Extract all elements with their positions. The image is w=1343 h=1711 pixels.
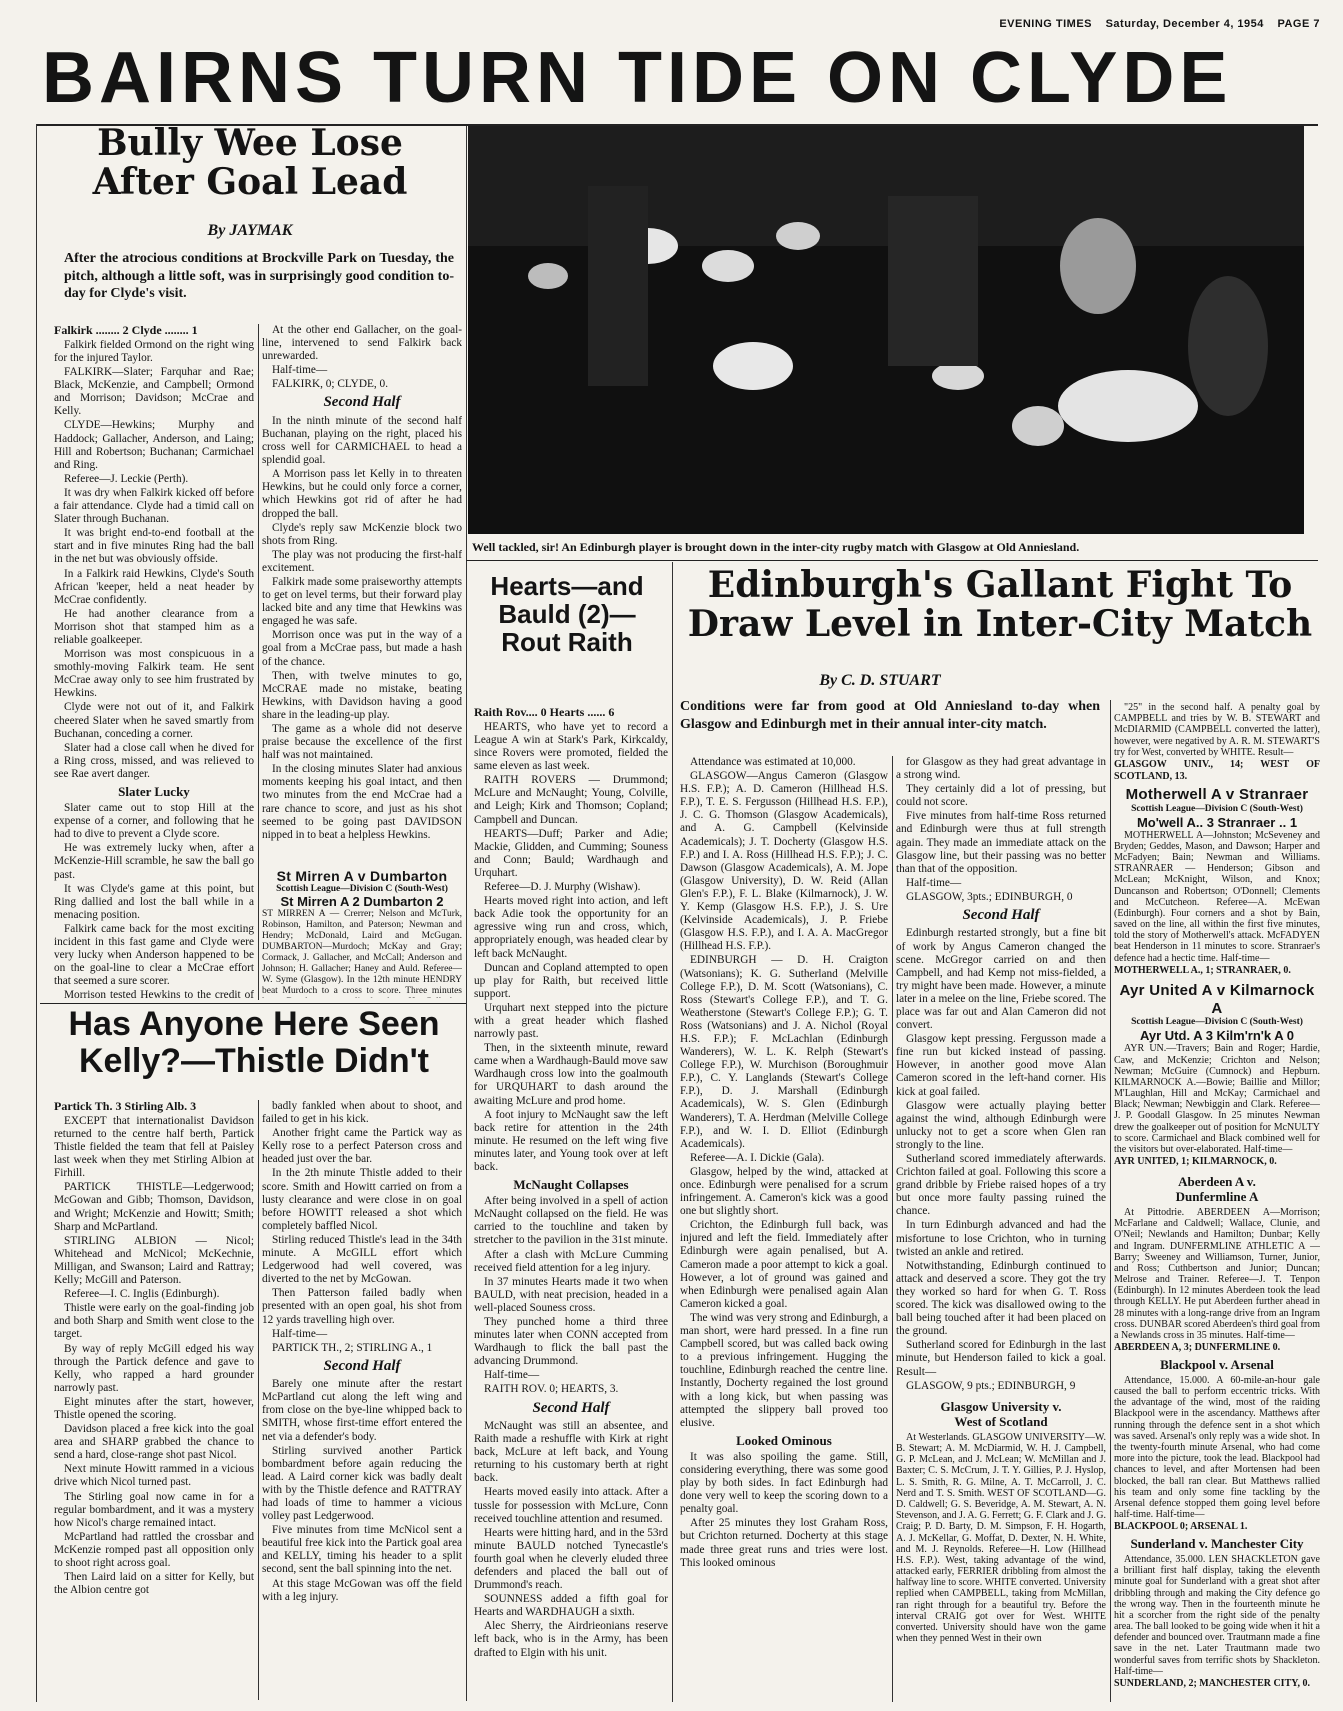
paragraph: Urquhart next stepped into the picture with a great header which flashed narrowly past. bbox=[474, 1001, 668, 1041]
hearts-text-1 bbox=[474, 721, 668, 1174]
paragraph: Edinburgh restarted strongly, but a fine bit of work by Angus Cameron changed the scene. McGregor carried on and then Campbell, and had Kemp not miss-fielded, a try might have been made. However, a minute later in a melee on the line, Friebe scored. The place was far out and Alan Cameron did not convert. bbox=[896, 927, 1106, 1032]
paragraph: Falkirk fielded Ormond on the right wing for the injured Taylor. bbox=[54, 338, 254, 364]
paragraph: RAITH ROVERS — Drummond; McLure and McNaught; Young, Colville, and Leigh; Kirk and Thomson; Copland; Campbell and Duncan. bbox=[474, 774, 668, 826]
edinburgh-sub-second-half: Second Half bbox=[962, 907, 1040, 924]
kelly-score: Partick Th. 3 Stirling Alb. 3 bbox=[54, 1100, 197, 1113]
motherwell-division: Scottish League—Division C (South-West) bbox=[1131, 803, 1303, 814]
paragraph: HEARTS—Duff; Parker and Adie; Mackie, Glidden, and Cumming; Souness and Conn; Bauld; Wardhaugh and Urquhart. bbox=[474, 827, 668, 879]
paragraph: FALKIRK, 0; CLYDE, 0. bbox=[272, 378, 389, 391]
paragraph: It was also spoiling the game. Still, considering everything, there was some good play by both sides. In fact Edinburgh had done very well to keep the scoring down to a penalty goal. bbox=[680, 1450, 888, 1516]
paragraph: Thistle were early on the goal-finding job and both Sharp and Smith went close to the target. bbox=[54, 1302, 254, 1341]
clyde-lead: After the atrocious conditions at Brockville Park on Tuesday, the pitch, although a little soft, was in surprisingly good condition to-day for Clyde's visit. bbox=[64, 251, 454, 301]
ayr-division: Scottish League—Division C (South-West) bbox=[1131, 1017, 1303, 1028]
paragraph: Eight minutes after the start, however, Thistle opened the scoring. bbox=[54, 1395, 254, 1421]
paragraph: Sutherland scored for Edinburgh in the last minute, but Henderson failed to kick a goal. Result— bbox=[896, 1339, 1106, 1378]
paragraph: Referee—A. I. Dickie (Gala). bbox=[690, 1151, 825, 1164]
kelly-column-1 bbox=[54, 1100, 254, 1700]
paragraph: By way of reply McGill edged his way through the Partick defence and gave to Kelly, who rapped a hard grounder narrowly past. bbox=[54, 1342, 254, 1394]
stmirren-text: ST MIRREN A — Crerrer; Nelson and McTurk, Robinson, Hamilton, and Paterson; Newman and Hendry; McDonald, Laird and McGugan. DUMBARTON—Murdoch; McKay and Gray; Cormack, J. Gallacher, and McCall; Anderson and Johnson; H. Gallacher; Haney and Auld. Referee—W. Syme (Glasgow). In the 12th minute HENDRY beat Murdoch to a cross to score. Three minutes bbox=[262, 909, 462, 997]
motherwell-heading: Motherwell A v Stranraer bbox=[1125, 786, 1309, 804]
paragraph: Half-time— bbox=[272, 364, 328, 377]
hearts-score: Raith Rov.... 0 Hearts ...... 6 bbox=[474, 706, 615, 719]
paragraph: McNaught was still an absentee, and Raith made a reshuffle with Kirk at right back, McLure at left back, and Young returning to his customary berth at right back. bbox=[474, 1419, 668, 1485]
ayr-halftime: AYR UNITED, 1; KILMARNOCK, 0. bbox=[1114, 1156, 1277, 1168]
paragraph: It was Clyde's game at this point, but Ring dallied and lost the ball while in a menacing position. bbox=[54, 882, 254, 921]
paragraph: Another fright came the Partick way as Kelly rose to a perfect Paterson cross and headed just over the bar. bbox=[262, 1127, 462, 1166]
paragraph: Stirling reduced Thistle's lead in the 34th minute. A McGILL effort which Ledgerwood had well covered, was diverted to the net by McGowan. bbox=[262, 1233, 462, 1286]
paper-name: EVENING TIMES bbox=[999, 18, 1093, 30]
paragraph: Glasgow, helped by the wind, attacked at once. Edinburgh were penalised for a scrum infringement. A. Cameron's kick was a good one but slightly short. bbox=[680, 1165, 888, 1218]
univ-end-text: "25" in the second half. A penalty goal by CAMPBELL and tries by W. B. STEWART and McDIARMID (CAMPBELL converted the latter), however, were negatived by A. R. M. STEWART'S try for West, converted by WHITE. Result— bbox=[1114, 702, 1320, 758]
paragraph: Morrison was most conspicuous in a smothly-moving Falkirk team. He sent McCrae away only to see him frustrated by Hewkins. bbox=[54, 648, 254, 700]
paragraph: Slater had a close call when he dived for a Ring cross, missed, and was relieved to see Rae avert danger. bbox=[54, 741, 254, 780]
ayr-text: AYR UN.—Travers; Bain and Roger; Hardie, Caw, and McKenzie; Crichton and Nelson; Newman; McGuire (Cumnock) and Hepburn. KILMARNOCK A.—Bowie; Baillie and Millor; M'Laughlan, Hill and McKay; Carmichael and Black; Newman; Newbiggin and Clark. Referee—J. P. Goodall Glasgow. In 25 minutes Newman drew the goalkeeper out of position for McNULTY to score. Carmichael and Black combined well for the visitors but over-elaborated. Half-time— bbox=[1114, 1043, 1320, 1156]
kelly-col2-text bbox=[262, 1100, 462, 1355]
banner-headline: BAIRNS TURN TIDE ON CLYDE bbox=[42, 38, 1233, 118]
paragraph: Referee—I. C. Inglis (Edinburgh). bbox=[64, 1288, 220, 1301]
univ-heading: Glasgow University v. West of Scotland bbox=[940, 1398, 1062, 1429]
paragraph: Then Laird laid on a sitter for Kelly, but the Albion centre got bbox=[54, 1571, 254, 1597]
paragraph: Barely one minute after the restart McPartland cut along the left wing and from close on the bye-line whipped back to SMITH, whose first-time effort entered the net via a defender's body. bbox=[262, 1378, 462, 1443]
hearts-column bbox=[474, 706, 668, 1700]
blackpool-heading: Blackpool v. Arsenal bbox=[1160, 1356, 1274, 1372]
clyde-sub-second-half: Second Half bbox=[323, 394, 401, 411]
sunderland-halftime: SUNDERLAND, 2; MANCHESTER CITY, 0. bbox=[1114, 1678, 1311, 1690]
paragraph: Clyde's reply saw McKenzie block two shots from Ring. bbox=[262, 521, 462, 547]
paragraph: Clyde were not out of it, and Falkirk cheered Slater when he saved smartly from Buchanan, conceding a corner. bbox=[54, 701, 254, 740]
paragraph: EXCEPT that internationalist Davidson returned to the centre half berth, Partick Thistle fielded the team that fell at Paisley last week when they met Stirling Albion at Firhill. bbox=[54, 1114, 254, 1180]
paragraph: Falkirk made some praiseworthy attempts to get on level terms, but their forward play lacked bite and any time that Hewkins was engaged he was safe. bbox=[262, 575, 462, 628]
paragraph: In the 2th minute Thistle added to their score. Smith and Howitt carried on from a lusty clearance and were close in on goal before HOWITT released a shot which completely baffled Nicol. bbox=[262, 1167, 462, 1232]
paragraph: STIRLING ALBION — Nicol; Whitehead and McNicol; McKechnie, Milligan, and Swanson; Laird and Rattray; Kelly; McGill and Paterson. bbox=[54, 1234, 254, 1287]
stmirren-box bbox=[262, 868, 462, 998]
edinburgh-sub-ominous: Looked Ominous bbox=[736, 1432, 832, 1448]
paragraph: The wind was very strong and Edinburgh, a man short, were hard pressed. In a fine run Campbell scored, but was called back owing to a previous infringement. Hugging the touchline, Edinburgh reached the centre line. Instantly, Docherty regained the lost ground with a long kick, but when passing was attempted the slippery ball proved too elusive. bbox=[680, 1311, 888, 1429]
paragraph: Stirling survived another Partick bombardment before again reducing the lead. A Laird corner kick was badly dealt with by the Thistle defence and RATTRAY had loads of time to hammer a vicious volley past Ledgerwood. bbox=[262, 1444, 462, 1523]
edinburgh-col1-text bbox=[680, 756, 888, 1430]
paragraph: After a clash with McLure Cumming received field attention for a leg injury. bbox=[474, 1248, 668, 1274]
paragraph: GLASGOW, 9 pts.; EDINBURGH, 9 bbox=[906, 1379, 1076, 1392]
ayr-score: Ayr Utd. A 3 Kilm'rn'k A 0 bbox=[1139, 1028, 1295, 1044]
paragraph: In the ninth minute of the second half Buchanan, playing on the right, placed his cross well for CARMICHAEL to head a splendid goal. bbox=[262, 414, 462, 467]
paragraph: Next minute Howitt rammed in a vicious drive which Nicol turned past. bbox=[54, 1463, 254, 1489]
paragraph: PARTICK TH., 2; STIRLING A., 1 bbox=[272, 1341, 433, 1354]
paragraph: Five minutes from half-time Ross returned and Edinburgh were thus at full strength again. They made an immediate attack on the Glasgow line, but their passing was no better than that of the opposition. bbox=[896, 810, 1106, 875]
paragraph: Sutherland scored immediately afterwards. Crichton failed at goal. Following this score a grand dribble by Friebe raised hopes of a try but once more faulty passing ruined the chance. bbox=[896, 1153, 1106, 1218]
paragraph: Notwithstanding, Edinburgh continued to attack and deserved a score. They got the try they worked so hard for when G. T. Ross scored. The kick was disallowed owing to the ball being touched after it had been placed on the ground. bbox=[896, 1259, 1106, 1338]
paragraph: Alec Sherry, the Airdrieonians reserve left back, who is in the Army, has been drafted to Elgin with his unit. bbox=[474, 1620, 668, 1659]
paragraph: Morrison once was put in the way of a goal from a McCrae pass, but made a hash of the chance. bbox=[262, 629, 462, 668]
stmirren-heading: St Mirren A v Dumbarton bbox=[276, 868, 448, 884]
paragraph: SOUNNESS added a fifth goal for Hearts and WARDHAUGH a sixth. bbox=[474, 1593, 668, 1619]
paragraph: Referee—J. Leckie (Perth). bbox=[64, 472, 189, 485]
paragraph: Slater came out to stop Hill at the expense of a corner, and following that he had to dive to prevent a Clyde score. bbox=[54, 802, 254, 841]
clyde-sub-slater: Slater Lucky bbox=[118, 784, 190, 799]
paragraph: A Morrison pass let Kelly in to threaten Hewkins, but he could only force a corner, which Hewkins got rid of after he had dropped the ball. bbox=[262, 468, 462, 520]
paragraph: McPartland had rattled the crossbar and McKenzie romped past all opposition only to shoot right across goal. bbox=[54, 1530, 254, 1569]
hearts-text-2 bbox=[474, 1195, 668, 1396]
ayr-heading: Ayr United A v Kilmarnock A bbox=[1119, 982, 1315, 1017]
paragraph: They certainly did a lot of pressing, but could not score. bbox=[896, 783, 1106, 809]
paragraph: EDINBURGH — D. H. Craigton (Watsonians); K. G. Sutherland (Melville College F.P.), D. M. Scott (Watsonians), C. Ross (Stewart's College F.P.), and T. G. Weatherstone (Stewart's College F.P.); G. T. Ross (Watsonians) and J. A. Nichol (Royal H.S. F.P.); F. McLachlan (Edinburgh Wanderers), W. L. K. Relph (Stewart's College F.P.), W. Murchison (Boroughmuir F.P.), C. Y. Langlands (Stewart's College F.P.), D. J. Marshall (Edinburgh Academicals), W. S. Glen (Edinburgh Wanderers), T. A. Herdman (Melville College F.P.), and W. I. D. Elliot (Edinburgh Academicals). bbox=[680, 954, 888, 1150]
edinburgh-headline: Edinburgh's Gallant Fight To Draw Level in Inter-City Match bbox=[687, 566, 1313, 644]
edinburgh-col1b-text bbox=[680, 1451, 888, 1570]
kelly-column-2 bbox=[262, 1100, 462, 1700]
kelly-col1-text bbox=[54, 1115, 254, 1597]
paragraph: He was extremely lucky when, after a McKenzie-Hill scramble, he saw the ball go past. bbox=[54, 842, 254, 881]
paragraph: The Stirling goal now came in for a regular bombardment, and it was a mystery how Nicol's charge remained intact. bbox=[54, 1490, 254, 1529]
clyde-headline: Bully Wee Lose After Goal Lead bbox=[92, 124, 408, 202]
paragraph: At the other end Gallacher, on the goal-line, intervened to send Falkirk back unrewarded. bbox=[262, 324, 462, 363]
edinburgh-column-2 bbox=[896, 756, 1106, 1702]
page-number: PAGE 7 bbox=[1277, 18, 1320, 30]
edinburgh-byline: By C. D. STUART bbox=[819, 672, 941, 689]
paragraph: CLYDE—Hewkins; Murphy and Haddock; Gallacher, Anderson, and Laing; Hill and Robertson; Buchanan; Carmichael and Ring. bbox=[54, 419, 254, 471]
paragraph: After being involved in a spell of action McNaught collapsed on the field. He was carried to the touchline and taken by stretcher to the pavilion in the 31st minute. bbox=[474, 1195, 668, 1247]
motherwell-score: Mo'well A.. 3 Stranraer .. 1 bbox=[1136, 814, 1298, 830]
paragraph: Hearts were hitting hard, and in the 53rd minute BAULD notched Tynecastle's fourth goal when he cleverly eluded three defenders and placed the ball out of Drummond's reach. bbox=[474, 1526, 668, 1592]
paragraph: It was dry when Falkirk kicked off before a fair attendance. Clyde had a timid call on Slater through Buchanan. bbox=[54, 486, 254, 526]
hearts-text-3 bbox=[474, 1420, 668, 1660]
clyde-col1-text bbox=[54, 339, 254, 781]
paragraph: Half-time— bbox=[484, 1369, 540, 1382]
paragraph: GLASGOW, 3pts.; EDINBURGH, 0 bbox=[906, 890, 1073, 903]
paragraph: GLASGOW—Angus Cameron (Glasgow H.S. F.P.); A. D. Cameron (Hillhead H.S. F.P.), T. E. S. Fergusson (Hillhead H.S. F.P.), J. C. G. Thomson (Glasgow Academicals), and A. G. Campbell (Kelvinside Academicals); J. T. Docherty (Glasgow H.S. F.P.) and I. A. Ross (Hillhead H.S. F.P.); J. C. Dawson (Glasgow Academicals), A. M. Jope (Glasgow University), D. W. Reid (Allan Glen's F.P.), F. L. Blake (Kilmarnock), J. W. Y. Kemp (Glasgow H.S. F.P.), J. S. Ure (Kelvinside Academicals), J. P. Friebe (Glasgow H.S. F.P.), and I. A. A. MacGregor (Hillhead H.S. F.P.). bbox=[680, 770, 888, 953]
hearts-sub-collapses: McNaught Collapses bbox=[513, 1177, 629, 1193]
aberdeen-halftime: ABERDEEN A, 3; DUNFERMLINE 0. bbox=[1114, 1342, 1281, 1354]
paragraph: badly fankled when about to shoot, and failed to get in his kick. bbox=[262, 1100, 462, 1126]
paragraph: A foot injury to McNaught saw the left back retire for attention in the 24th minute. He resumed on the left wing five minutes later, and Young took over at left back. bbox=[474, 1108, 668, 1173]
paragraph: Duncan and Copland attempted to open up play for Raith, but received little support. bbox=[474, 961, 668, 1000]
paragraph: Then, with twelve minutes to go, McCRAE made no mistake, beating Hewkins, with Davidson having a good share in the leading-up play. bbox=[262, 669, 462, 721]
aberdeen-text: At Pittodrie. ABERDEEN A—Morrison; McFarlane and Caldwell; Wallace, Clunie, and O'Neil; Newlands and Hamilton; Dunbar; Kelly and Ingram. DUNFERMLINE ATHLETIC A — Barry; Sweeney and Williamson, Turner, Junior, and Ross; Cuthbertson and Junior; Duncan; Melrose and Trainer. Referee—J. T. Tenpon (Edinburgh). In 12 minutes Aberdeen took the lead through KELLY. He put Aberdeen further ahead in 28 minutes with a long-range drive from an Ingram cross. DUNBAR scored Aberdeen's third goal from a Newlands cross in 35 minutes. Half-time— bbox=[1114, 1206, 1320, 1342]
paragraph: Five minutes from time McNicol sent a beautiful free kick into the Partick goal area and KELLY, timing his header to a split second, sent the ball spinning into the net. bbox=[262, 1524, 462, 1576]
clyde-column-1 bbox=[54, 324, 254, 1000]
stmirren-division: Scottish League—Division C (South-West) bbox=[276, 884, 448, 894]
paragraph: In a Falkirk raid Hewkins, Clyde's South African 'keeper, held a neat header by McCrae confidently. bbox=[54, 567, 254, 606]
clyde-score: Falkirk ........ 2 Clyde ........ 1 bbox=[54, 324, 198, 337]
stmirren-score: St Mirren A 2 Dumbarton 2 bbox=[280, 894, 444, 909]
paragraph: It was bright end-to-end football at the start and in five minutes Ring had the ball in the net but was obviously offside. bbox=[54, 527, 254, 566]
paragraph: After 25 minutes they lost Graham Ross, but Crichton returned. Docherty at this stage made three great runs and tries were lost. This looked ominous bbox=[680, 1517, 888, 1569]
paragraph: In turn Edinburgh advanced and had the misfortune to lose Crichton, who in turning twisted an ankle and retired. bbox=[896, 1219, 1106, 1258]
univ-result: GLASGOW UNIV., 14; WEST OF SCOTLAND, 13. bbox=[1114, 758, 1320, 782]
paragraph: He had another clearance from a Morrison shot that stamped him as a reliable goalkeeper. bbox=[54, 607, 254, 646]
clyde-col1b-text bbox=[54, 802, 254, 1000]
hearts-headline: Hearts—and Bauld (2)— Rout Raith bbox=[490, 572, 644, 657]
blackpool-halftime: BLACKPOOL 0; ARSENAL 1. bbox=[1114, 1521, 1248, 1533]
paragraph: The play was not producing the first-half excitement. bbox=[262, 548, 462, 574]
issue-date: Saturday, December 4, 1954 bbox=[1105, 18, 1264, 30]
paragraph: Glasgow were actually playing better against the wind, although Edinburgh were unlucky not to get a score when Glen ran strongly to the line. bbox=[896, 1099, 1106, 1151]
clyde-col2b-text bbox=[262, 415, 462, 842]
kelly-col2b-text bbox=[262, 1378, 462, 1604]
edinburgh-col2b-text bbox=[896, 927, 1106, 1392]
paragraph: RAITH ROV. 0; HEARTS, 3. bbox=[484, 1383, 619, 1396]
edinburgh-column-1 bbox=[680, 756, 888, 1702]
paragraph: In the closing minutes Slater had anxious moments keeping his goal intact, and then two minutes from the end McCrae had a rare chance to score, and just as his shot seemed to be going past DAVIDSON nipped in to beat a helpless Hewkins. bbox=[262, 763, 462, 841]
paragraph: Crichton, the Edinburgh full back, was injured and left the field. Immediately after Edinburgh were again penalised, but A. Cameron made a poor attempt to kick a goal. However, a lot of ground was gained and when Edinburgh were penalised again Alan Cameron kicked a goal. bbox=[680, 1219, 888, 1310]
clyde-byline: By JAYMAK bbox=[207, 222, 293, 239]
univ-text: At Westerlands. GLASGOW UNIVERSITY—W. B. Stewart; A. M. McDiarmid, W. H. J. Campbell, G. P. McLean, and J. McLean; W. McMillan and J. Baxter; C. S. McCrum, J. T. Y. Gillies, P. J. Hyslop, L. S. Smith, R. G. Milne, A. T. McCarroll, J. C. Nerd and T. S. Smith. WEST OF SCOTLAND—G. D. Caldwell; G. S. Beveridge, A. M. Stewart, A. N. Stevenson, and J. A. G. Ferrett; G. F. Clark and J. G. Craig; P. D. Barty, D. M. Simpson, F. H. Hogarth, A. J. McKellar, G. Moffat, D. Dexter, N. H. White, and M. J. Reynolds. Referee—H. Low (Hillhead H.S. F.P.). West, taking advantage of the wind, attacked early, FERRIER dribbling from almost the halfway line to score. WHITE converted. University replied when CAMPBELL, taking from McMillan, ran right through for a beautiful try. Before the interval CRAIG got over for West. WHITE converted. University should have won the game when they penned West in their own bbox=[896, 1431, 1106, 1645]
paragraph: HEARTS, who have yet to record a League A win at Stark's Park, Kirkcaldy, since Rovers were promoted, fielded the same eleven as last week. bbox=[474, 720, 668, 773]
paragraph: FALKIRK—Slater; Farquhar and Rae; Black, McKenzie, and Campbell; Ormond and Morrison; Davidson; McCrae and Kelly. bbox=[54, 366, 254, 418]
paragraph: Then, in the sixteenth minute, reward came when a Wardhaugh-Bauld move saw Wardhaugh cross low into the goalmouth for URQUHART to dash around the awaiting McLure and prod home. bbox=[474, 1042, 668, 1107]
paragraph: Attendance was estimated at 10,000. bbox=[690, 756, 856, 768]
clyde-col2a-text bbox=[262, 324, 462, 391]
kelly-sub-second-half: Second Half bbox=[323, 1357, 401, 1374]
paragraph: Hearts moved right into action, and left back Adie took the opportunity for an agressive wing run and cross, which, appropriately enough, was headed clear by left back McNaught. bbox=[474, 895, 668, 960]
edinburgh-col2-text bbox=[896, 756, 1106, 904]
paragraph: Hearts moved easily into attack. After a tussle for possession with McLure, Conn received touchline attention and resumed. bbox=[474, 1486, 668, 1525]
paragraph: for Glasgow as they had great advantage in a strong wind. bbox=[896, 756, 1106, 782]
paragraph: They punched home a third three minutes later when CONN accepted from Wardhaugh to flick the ball past the advancing Drummond. bbox=[474, 1316, 668, 1368]
right-column bbox=[1114, 702, 1320, 1702]
sunderland-text: Attendance, 35.000. LEN SHACKLETON gave a brilliant first half display, taking the eleventh minute goal for Sunderland with a great shot after dribbling through and making the City defence go the wrong way. Then in the fourteenth minute he hit a scorcher from the right side of the penalty area. The ball looked to be going wide when it hit a defender and bounced over. Trautmann made a fine save in the net. Later Trautmann made two wonderful saves from terrific shots by Shackleton. Half-time— bbox=[1114, 1553, 1320, 1677]
motherwell-halftime: MOTHERWELL A., 1; STRANRAER, 0. bbox=[1114, 964, 1291, 976]
paragraph: Glasgow kept pressing. Fergusson made a fine run but kicked instead of passing. However, in another good move Alan Cameron scored in the left-hand corner. His kick at goal failed. bbox=[896, 1033, 1106, 1098]
paragraph: Davidson placed a free kick into the goal area and SHARP grabbed the chance to send a hard, close-range shot past Nicol. bbox=[54, 1423, 254, 1462]
kelly-headline: Has Anyone Here Seen Kelly?—Thistle Didn't bbox=[68, 1006, 440, 1080]
paragraph: Referee—D. J. Murphy (Wishaw). bbox=[484, 881, 641, 894]
paragraph: Then Patterson failed badly when presented with an open goal, his shot from 12 yards travelling high over. bbox=[262, 1287, 462, 1326]
paragraph: At this stage McGowan was off the field with a leg injury. bbox=[262, 1577, 462, 1603]
photo-caption: Well tackled, sir! An Edinburgh player is brought down in the inter-city rugby match with Glasgow at Old Anniesland. bbox=[472, 540, 1080, 554]
paragraph: PARTICK THISTLE—Ledgerwood; McGowan and Gibb; Thomson, Davidson, and Wright; McKenzie and Howitt; Smith; Sharp and McPartland. bbox=[54, 1181, 254, 1233]
rugby-photo bbox=[468, 126, 1304, 534]
paragraph: Half-time— bbox=[906, 876, 962, 889]
paragraph: In 37 minutes Hearts made it two when BAULD, with neat precision, headed in a well-placed Souness cross. bbox=[474, 1275, 668, 1314]
aberdeen-heading: Aberdeen A v. Dunfermline A bbox=[1175, 1173, 1259, 1204]
paragraph: Falkirk came back for the most exciting incident in this fast game and Clyde were very lucky when Anderson happened to be on the goal-line to clear a McCrae effort that seemed a sure scorer. bbox=[54, 922, 254, 988]
paragraph: Half-time— bbox=[272, 1327, 328, 1340]
paragraph: The game as a whole did not deserve praise because the excellence of the first half was not maintained. bbox=[262, 723, 462, 762]
blackpool-text: Attendance, 15.000. A 60-mile-an-hour gale caused the ball to perform eccentric tricks. With the advantage of the wind, most of the raiding Blackpool were in the ascendancy. Matthews after running through the defence sent in a shot which was saved. Arsenal's only reply was a wide shot. In the twenty-fourth minute Arsenal, who had come more into the picture, took the lead. Blackpool had chances to level, and after Mortensen had been blocked, the ball ran clear. But Matthews rallied his team and only some fine tackling by the Arsenal defence stopped them going level before half-time. Half-time— bbox=[1114, 1374, 1320, 1521]
edinburgh-lead: Conditions were far from good at Old Anniesland to-day when Glasgow and Edinburgh met in their annual inter-city match. bbox=[680, 699, 1100, 732]
sunderland-heading: Sunderland v. Manchester City bbox=[1130, 1535, 1304, 1551]
motherwell-text: MOTHERWELL A—Johnston; McSeveney and Bryden; Geddes, Mason, and Dawson; Harper and McFadyen; Bain; Newman and Williams. STRANRAER — Henderson; Gibson and McLean; McKnight, Wilson, and Knox; Duncanson and Robertson; O'Donnell; Clements and McCutcheon. Referee—A. McEwan (Edinburgh). Four corners and a shot by Bain, saved on the line, all within the first five minutes, told the story of Motherwell's attack. McFADYEN beat Henderson in 11 minutes to score. Stranraer's defence had a hectic time. Half-time— bbox=[1114, 829, 1320, 964]
paragraph: Morrison tested Hewkins to the credit of bbox=[64, 989, 254, 1000]
hearts-sub-second-half: Second Half bbox=[532, 1399, 610, 1416]
